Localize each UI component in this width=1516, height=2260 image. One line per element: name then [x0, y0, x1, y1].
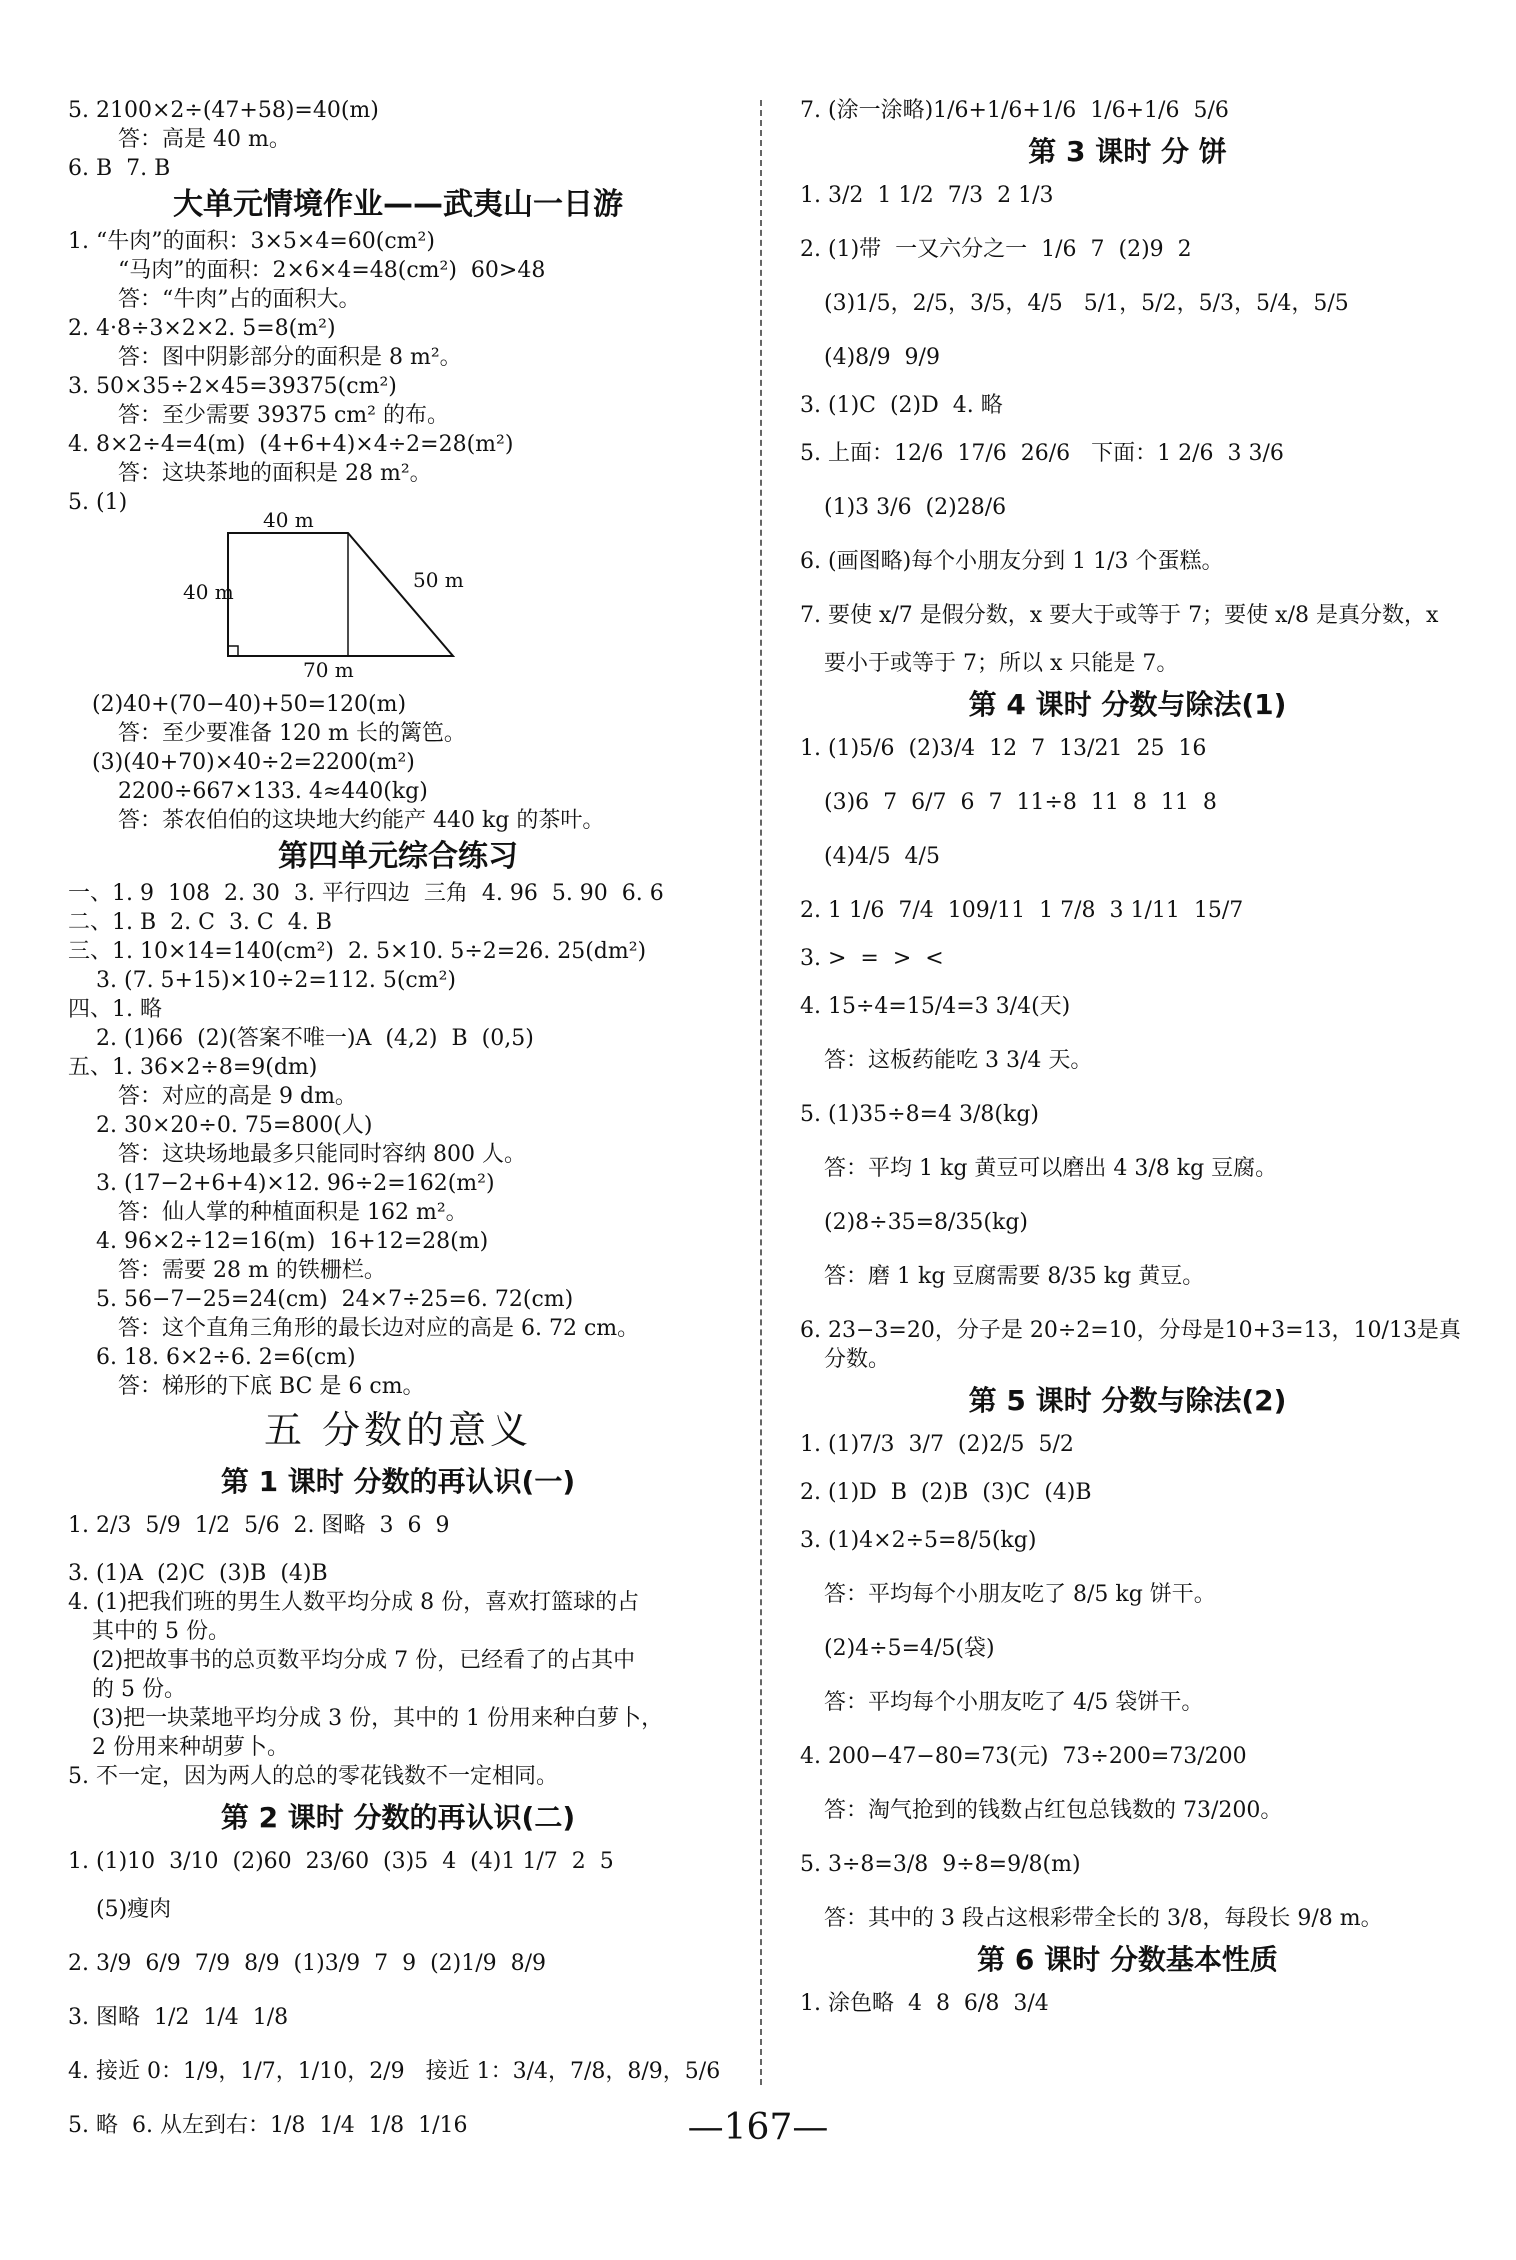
page-number: —167—: [687, 2107, 829, 2148]
answer-line: 2. (1)D B (2)B (3)C (4)B: [800, 1480, 1092, 1505]
answer-line: 3. (1)A (2)C (3)B (4)B: [68, 1561, 328, 1586]
answer-line: 答：平均每个小朋友吃了 8/5 kg 饼干。: [824, 1582, 1216, 1607]
answer-line: (4)8/9 9/9: [824, 345, 940, 370]
answer-line: 答：至少需要 39375 cm² 的布。: [118, 403, 449, 428]
lesson-heading: 第 1 课时 分数的再认识(一): [220, 1465, 576, 1498]
lesson-heading: 第 6 课时 分数基本性质: [977, 1943, 1278, 1976]
answer-line: “马肉”的面积：2×6×4=48(cm²) 60>48: [118, 258, 546, 283]
answer-line: 1. “牛肉”的面积：3×5×4=60(cm²): [68, 229, 435, 254]
unit-task-heading: 大单元情境作业——武夷山一日游: [173, 187, 623, 222]
slant-side-label: 50 m: [413, 568, 464, 592]
answer-line: 1. 2/3 5/9 1/2 5/6 2. 图略 3 6 9: [68, 1513, 450, 1538]
lesson-heading: 第 2 课时 分数的再认识(二): [220, 1801, 576, 1834]
answer-line: 4. 200−47−80=73(元) 73÷200=73/200: [800, 1744, 1247, 1769]
answer-line: 答：至少要准备 120 m 长的篱笆。: [118, 721, 466, 746]
height-label: 40 m: [183, 580, 234, 604]
answer-line: 答：茶农伯伯的这块地大约能产 440 kg 的茶叶。: [118, 808, 605, 833]
answer-line: 4. 接近 0：1/9，1/7，1/10，2/9 接近 1：3/4，7/8，8/9，5/6: [68, 2059, 721, 2084]
review-heading: 第四单元综合练习: [278, 839, 518, 874]
answer-line: 5. (1)35÷8=4 3/8(kg): [800, 1102, 1039, 1127]
answer-line: 3. (1)4×2÷5=8/5(kg): [800, 1528, 1037, 1553]
trapezoid-figure: [123, 508, 523, 682]
answer-line: 答：平均每个小朋友吃了 4/5 袋饼干。: [824, 1690, 1204, 1715]
answer-line: (3)(40+70)×40÷2=2200(m²): [92, 750, 415, 775]
answer-line: 3. > = > <: [800, 946, 944, 971]
answer-line: 7. 要使 x/7 是假分数，x 要大于或等于 7；要使 x/8 是真分数，x: [800, 603, 1439, 628]
answer-line: 3. (7. 5+15)×10÷2=112. 5(cm²): [96, 968, 456, 993]
answer-line: 的 5 份。: [92, 1677, 186, 1702]
answer-line: (2)8÷35=8/35(kg): [824, 1210, 1029, 1235]
lesson-heading: 第 4 课时 分数与除法(1): [968, 688, 1287, 721]
answer-line: 一、1. 9 108 2. 30 3. 平行四边 三角 4. 96 5. 90 6. 6: [68, 881, 664, 906]
answer-line: 三、1. 10×14=140(cm²) 2. 5×10. 5÷2=26. 25(dm²): [68, 939, 647, 964]
answer-line: 答：淘气抢到的钱数占红包总钱数的 73/200。: [824, 1798, 1283, 1823]
answer-line: 答：这块场地最多只能同时容纳 800 人。: [118, 1142, 526, 1167]
unit-five-heading: 五 分数的意义: [263, 1408, 533, 1452]
answer-line: (2)4÷5=4/5(袋): [824, 1636, 995, 1661]
answer-line: 2. (1)66 (2)(答案不唯一)A (4,2) B (0,5): [96, 1026, 534, 1051]
answer-line: 6. B 7. B: [68, 156, 171, 181]
answer-line: 答：磨 1 kg 豆腐需要 8/35 kg 黄豆。: [824, 1264, 1205, 1289]
answer-line: (4)4/5 4/5: [824, 844, 940, 869]
answer-line: 5. 2100×2÷(47+58)=40(m): [68, 98, 379, 123]
answer-line: 二、1. B 2. C 3. C 4. B: [68, 910, 332, 935]
answer-line: 要小于或等于 7；所以 x 只能是 7。: [824, 651, 1179, 676]
answer-line: 5. 3÷8=3/8 9÷8=9/8(m): [800, 1852, 1081, 1877]
answer-line: 5. 不一定，因为两人的总的零花钱数不一定相同。: [68, 1764, 558, 1789]
answer-line: 2200÷667×133. 4≈440(kg): [118, 779, 428, 804]
answer-line: 答：这块茶地的面积是 28 m²。: [118, 461, 432, 486]
answer-line: 5. (1): [68, 490, 128, 515]
answer-line: 答：高是 40 m。: [118, 127, 291, 152]
top-base-label: 40 m: [263, 508, 314, 532]
answer-line: 答：仙人掌的种植面积是 162 m²。: [118, 1200, 468, 1225]
answer-line: 3. (17−2+6+4)×12. 96÷2=162(m²): [96, 1171, 495, 1196]
answer-line: (1)3 3/6 (2)28/6: [824, 495, 1007, 520]
answer-line: 1. (1)7/3 3/7 (2)2/5 5/2: [800, 1432, 1074, 1457]
answer-line: 答：这板药能吃 3 3/4 天。: [824, 1048, 1093, 1073]
answer-line: 答：这个直角三角形的最长边对应的高是 6. 72 cm。: [118, 1316, 640, 1341]
answer-line: 4. (1)把我们班的男生人数平均分成 8 份，喜欢打篮球的占: [68, 1590, 640, 1615]
answer-line: 2 份用来种胡萝卜。: [92, 1735, 289, 1760]
answer-line: (2)40+(70−40)+50=120(m): [92, 692, 407, 717]
answer-line: 3. 50×35÷2×45=39375(cm²): [68, 374, 397, 399]
answer-line: 答：“牛肉”占的面积大。: [118, 287, 361, 312]
answer-line: (5)瘦肉: [96, 1897, 172, 1922]
answer-line: 2. (1)带 一又六分之一 1/6 7 (2)9 2: [800, 237, 1192, 262]
answer-line: 5. 略 6. 从左到右：1/8 1/4 1/8 1/16: [68, 2113, 468, 2138]
answer-line: 答：平均 1 kg 黄豆可以磨出 4 3/8 kg 豆腐。: [824, 1156, 1278, 1181]
answer-line: 2. 3/9 6/9 7/9 8/9 (1)3/9 7 9 (2)1/9 8/9: [68, 1951, 547, 1976]
answer-line: 4. 96×2÷12=16(m) 16+12=28(m): [96, 1229, 489, 1254]
lesson-heading: 第 5 课时 分数与除法(2): [968, 1384, 1287, 1417]
bottom-base-label: 70 m: [303, 658, 354, 682]
answer-line: 1. (1)5/6 (2)3/4 12 7 13/21 25 16: [800, 736, 1207, 761]
answer-line: 5. 上面：12/6 17/6 26/6 下面：1 2/6 3 3/6: [800, 441, 1284, 466]
answer-line: 1. 3/2 1 1/2 7/3 2 1/3: [800, 183, 1054, 208]
answer-line: 4. 8×2÷4=4(m) (4+6+4)×4÷2=28(m²): [68, 432, 514, 457]
lesson-heading: 第 3 课时 分 饼: [1028, 135, 1227, 168]
answer-line: 其中的 5 份。: [92, 1619, 230, 1644]
answer-line: (3)把一块菜地平均分成 3 份，其中的 1 份用来种白萝卜，: [92, 1706, 664, 1731]
answer-line: 2. 1 1/6 7/4 109/11 1 7/8 3 1/11 15/7: [800, 898, 1244, 923]
answer-line: 6. (画图略)每个小朋友分到 1 1/3 个蛋糕。: [800, 549, 1224, 574]
answer-line: (3)6 7 6/7 6 7 11÷8 11 8 11 8: [824, 790, 1217, 815]
answer-line: 分数。: [824, 1347, 891, 1372]
answer-line: 答：对应的高是 9 dm。: [118, 1084, 357, 1109]
answer-line: 3. (1)C (2)D 4. 略: [800, 393, 1003, 418]
right-column: [800, 96, 1461, 2018]
answer-line: 6. 23−3=20，分子是 20÷2=10，分母是10+3=13，10/13是真: [800, 1318, 1461, 1343]
column-divider: [760, 100, 762, 2085]
answer-line: 四、1. 略: [68, 997, 162, 1022]
answer-line: 五、1. 36×2÷8=9(dm): [68, 1055, 318, 1080]
answer-line: 6. 18. 6×2÷6. 2=6(cm): [96, 1345, 356, 1370]
answer-line: 答：梯形的下底 BC 是 6 cm。: [118, 1374, 425, 1399]
answer-line: 答：其中的 3 段占这根彩带全长的 3/8，每段长 9/8 m。: [824, 1906, 1383, 1931]
answer-line: 4. 15÷4=15/4=3 3/4(天): [800, 994, 1071, 1019]
answer-line: 2. 30×20÷0. 75=800(人): [96, 1113, 373, 1138]
answer-line: 答：需要 28 m 的铁栅栏。: [118, 1258, 386, 1283]
answer-line: 1. (1)10 3/10 (2)60 23/60 (3)5 4 (4)1 1/7 2 5: [68, 1849, 614, 1874]
answer-line: 1. 涂色略 4 8 6/8 3/4: [800, 1991, 1049, 2016]
answer-line: 2. 4·8÷3×2×2. 5=8(m²): [68, 316, 336, 341]
answer-line: 5. 56−7−25=24(cm) 24×7÷25=6. 72(cm): [96, 1287, 574, 1312]
left-column: [68, 96, 728, 2140]
answer-line: 7. (涂一涂略)1/6+1/6+1/6 1/6+1/6 5/6: [800, 98, 1229, 123]
answer-line: (3)1/5，2/5，3/5，4/5 5/1，5/2，5/3，5/4，5/5: [824, 291, 1349, 316]
answer-line: 答：图中阴影部分的面积是 8 m²。: [118, 345, 462, 370]
answer-line: 3. 图略 1/2 1/4 1/8: [68, 2005, 289, 2030]
answer-line: (2)把故事书的总页数平均分成 7 份，已经看了的占其中: [92, 1648, 636, 1673]
